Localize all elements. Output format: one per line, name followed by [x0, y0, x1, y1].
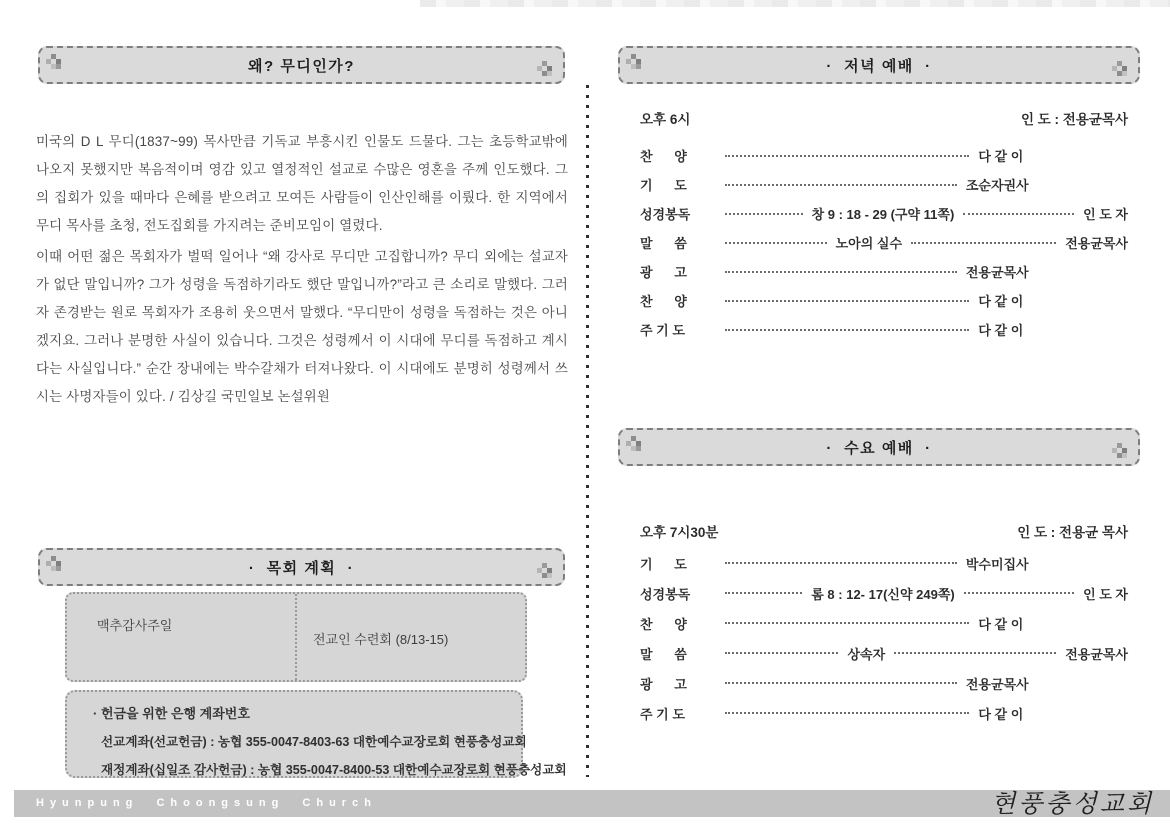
order-item-person: 인 도 자	[1083, 586, 1128, 602]
order-item-person: 전용균목사	[1065, 236, 1128, 251]
service-order-row	[640, 315, 1128, 344]
dotted-leader	[725, 155, 969, 157]
order-item-label: 주 기 도	[640, 706, 685, 722]
order-item-person: 다 같 이	[978, 706, 1024, 722]
order-item-person: 조순자권사	[965, 178, 1029, 193]
section-header-why-moody	[38, 46, 565, 84]
dotted-leader	[911, 242, 1056, 244]
section-title: · 수요 예배 ·	[826, 439, 932, 457]
pixel-deco-icon	[542, 573, 547, 578]
dotted-leader	[963, 213, 1074, 215]
plan-cell-thanksgiving: 맥추감사주일	[67, 594, 297, 680]
plan-cell-retreat: 전교인 수련회 (8/13-15)	[313, 632, 449, 647]
order-item-person: 인 도 자	[1083, 207, 1128, 222]
evening-service-info	[640, 108, 1128, 128]
article-paragraph: 미국의 D L 무디(1837~99) 목사만큼 기독교 부흥시킨 인물도 드물다. 그는 초등학교밖에 나오지 못했지만 복음적이며 영감 있고 열정적인 설교로 수많은 영혼을 주께 인도했다. 그의 집회가 있을 때마다 은혜를 받으려고 모여든 사람들이 인산인해를 이뤘다. 한 지역에서 무디 목사를 초청, 전도집회를 가지려는 준비모임이 열렸다.	[36, 134, 568, 233]
order-item-label: 기 도	[640, 556, 687, 572]
dotted-leader	[725, 712, 969, 714]
order-item-person: 박수미집사	[965, 556, 1029, 572]
section-title: 왜? 무디인가?	[248, 57, 355, 75]
ministry-plan-table	[65, 592, 527, 682]
article-paragraph: 이때 어떤 젊은 목회자가 벌떡 일어나 “왜 강사로 무디만 고집합니까? 무디 외에는 설교자가 없단 말입니까? 그가 성령을 독점하기라도 했단 말입니까?”라고 큰 소리로 말했다. 그러자 존경받는 원로 목회자가 조용히 웃으면서 말했다. “무디만이 성령을 독점하는 것은 아니겠지요. 그러나 분명한 사실이 있습니다. 그것은 성령께서 이 시대에 무디를 독점하고 계시다는 사실입니다.” 순간 장내에는 박수갈채가 터져나왔다. 이 시대에도 분명히 성령께서 쓰시는 사명자들이 있다. / 김상길 국민일보 논설위원	[36, 249, 568, 404]
order-item-label: 광 고	[640, 265, 687, 280]
order-item-label: 찬 양	[640, 149, 687, 164]
order-item-detail: 상속자	[847, 646, 886, 662]
section-header-evening-service	[618, 46, 1140, 84]
pixel-deco-icon	[631, 54, 636, 59]
order-item-person: 전용균목사	[965, 265, 1029, 280]
order-item-person: 다 같 이	[978, 149, 1024, 164]
scan-artifact	[420, 0, 1170, 7]
service-order-row	[640, 668, 1128, 698]
pixel-deco-icon	[51, 54, 56, 59]
section-header-ministry-plan	[38, 548, 565, 586]
column-divider	[586, 85, 589, 777]
dotted-leader	[725, 592, 802, 594]
dotted-leader	[894, 652, 1056, 654]
order-item-label: 성경봉독	[640, 586, 691, 602]
bank-account-box	[65, 690, 567, 778]
order-item-person: 다 같 이	[978, 294, 1024, 309]
pixel-deco-icon	[1117, 453, 1122, 458]
wednesday-service-order	[640, 548, 1128, 728]
service-order-row	[640, 170, 1128, 199]
order-item-person: 다 같 이	[978, 323, 1024, 338]
service-order-row	[640, 608, 1128, 638]
order-item-detail: 창 9 : 18 - 29 (구약 11쪽)	[811, 207, 955, 222]
dotted-leader	[725, 242, 827, 244]
church-name-calligraphy: 현풍충성교회	[991, 789, 1154, 818]
dotted-leader	[725, 682, 957, 684]
order-item-detail: 노아의 실수	[835, 236, 903, 251]
bank-account-title: · 헌금을 위한 은행 계좌번호	[93, 706, 250, 721]
wednesday-service-info	[640, 521, 1128, 541]
service-order-row	[640, 548, 1128, 578]
order-item-label: 주 기 도	[640, 323, 685, 338]
order-item-detail: 롬 8 : 12- 17(신약 249쪽)	[811, 586, 955, 602]
pixel-deco-icon	[542, 71, 547, 76]
pixel-deco-icon	[1117, 71, 1122, 76]
order-item-label: 찬 양	[640, 294, 687, 309]
dotted-leader	[725, 213, 803, 215]
service-order-row	[640, 638, 1128, 668]
church-name-english: Hyunpung Choongsung Church	[36, 797, 377, 809]
order-item-label: 성경봉독	[640, 207, 691, 222]
service-time: 오후 7시30분	[640, 525, 719, 540]
order-item-label: 기 도	[640, 178, 687, 193]
dotted-leader	[725, 184, 957, 186]
service-leader: 인 도 : 전용균 목사	[1017, 525, 1128, 540]
bank-account-line: 선교계좌(선교헌금) : 농협 355-0047-8403-63 대한예수교장로회 현풍충성교회	[101, 735, 527, 749]
service-order-row	[640, 257, 1128, 286]
service-order-row	[640, 199, 1128, 228]
section-header-wednesday-service	[618, 428, 1140, 466]
pixel-deco-icon	[631, 436, 636, 441]
dotted-leader	[725, 300, 969, 302]
pixel-deco-icon	[51, 556, 56, 561]
bank-account-line: 재정계좌(십일조 감사헌금) : 농협 355-0047-8400-53 대한예수교장로회 현풍충성교회	[101, 763, 567, 777]
dotted-leader	[725, 622, 969, 624]
section-title: · 저녁 예배 ·	[826, 57, 932, 75]
service-order-row	[640, 141, 1128, 170]
order-item-person: 다 같 이	[978, 616, 1024, 632]
dotted-leader	[725, 562, 957, 564]
order-item-label: 광 고	[640, 676, 687, 692]
order-item-person: 전용균목사	[965, 676, 1029, 692]
dotted-leader	[725, 652, 838, 654]
service-order-row	[640, 228, 1128, 257]
service-order-row	[640, 578, 1128, 608]
dotted-leader	[964, 592, 1074, 594]
service-order-row	[640, 286, 1128, 315]
order-item-label: 찬 양	[640, 616, 687, 632]
order-item-label: 말 씀	[640, 646, 687, 662]
service-leader: 인 도 : 전용균목사	[1020, 112, 1128, 127]
dotted-leader	[725, 271, 957, 273]
dotted-leader	[725, 329, 969, 331]
service-time: 오후 6시	[640, 112, 691, 127]
section-title: · 목회 계획 ·	[248, 559, 355, 577]
service-order-row	[640, 698, 1128, 728]
evening-service-order	[640, 141, 1128, 344]
order-item-label: 말 씀	[640, 236, 687, 251]
order-item-person: 전용균목사	[1065, 646, 1128, 662]
